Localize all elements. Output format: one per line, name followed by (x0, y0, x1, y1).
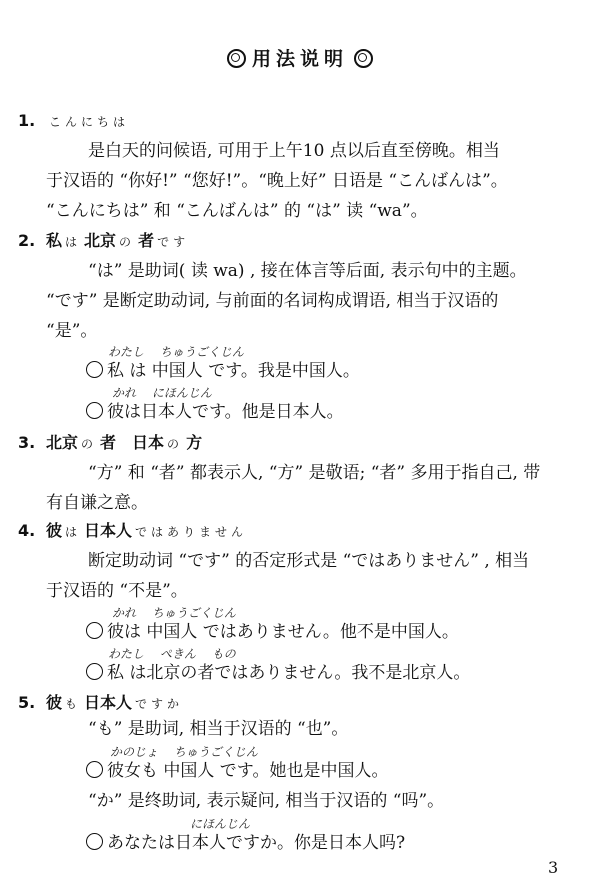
example-sentence: 私 は 中国人 です。我是中国人。 (86, 360, 360, 382)
circle-bullet-icon (86, 663, 103, 680)
section-2-heading: 2. 私 は 北京 の 者 です (18, 231, 190, 250)
section-5-heading: 5. 彼 も 日本人 ですか (18, 693, 184, 712)
circle-bullet-icon (86, 833, 103, 850)
circle-bullet-icon (86, 761, 103, 778)
section-number: 1. (18, 111, 36, 130)
circle-bullet-icon (86, 361, 103, 378)
page-number: 3 (548, 858, 559, 877)
example-sentence: 私 は北京の者ではありません。我不是北京人。 (86, 662, 470, 684)
example-sentence: 彼女も 中国人 です。她也是中国人。 (86, 760, 388, 782)
furigana: かれ ちゅうごくじん (112, 606, 236, 620)
example-sentence: 彼は 中国人 ではありません。他不是中国人。 (86, 621, 459, 643)
section-3-line-1: “方” 和 “者” 都表示人, “方” 是敬语; “者” 多用于指自己, 带 (88, 463, 541, 483)
section-number: 2. (18, 231, 36, 250)
circle-bullet-icon (86, 402, 103, 419)
double-circle-icon (227, 49, 246, 68)
furigana: にほんじん (190, 817, 251, 831)
furigana: かのじょ ちゅうごくじん (110, 745, 258, 759)
page-title: 用法说明 (0, 44, 600, 71)
furigana: かれ にほんじん (112, 386, 212, 400)
section-number: 4. (18, 521, 36, 540)
section-1-line-2: 于汉语的 “你好!” “您好!”。“晚上好” 日语是 “こんばんは”。 (46, 171, 508, 191)
section-3-line-2: 有自谦之意。 (46, 493, 148, 513)
section-1-line-1: 是白天的问候语, 可用于上午10 点以后直至傍晚。相当 (88, 141, 500, 161)
section-number: 5. (18, 693, 36, 712)
section-4-line-1: 断定助动词 “です” 的否定形式是 “ではありません” , 相当 (88, 551, 530, 571)
section-3-heading: 3. 北京 の 者 日本 の 方 (18, 433, 203, 452)
heading-kana: こんにちは (49, 115, 130, 129)
section-5-line-1: “も” 是助词, 相当于汉语的 “也”。 (88, 719, 349, 739)
section-1-line-3: “こんにちは” 和 “こんばんは” 的 “は” 读 “wa”。 (46, 201, 428, 221)
double-circle-icon (354, 49, 373, 68)
example-sentence: あなたは日本人ですか。你是日本人吗? (86, 832, 405, 854)
section-5-line-2: “か” 是终助词, 表示疑问, 相当于汉语的 “吗”。 (88, 791, 445, 811)
furigana: わたし ちゅうごくじん (108, 345, 244, 359)
section-number: 3. (18, 433, 36, 452)
section-2-line-1: “は” 是助词( 读 wa) , 接在体言等后面, 表示句中的主题。 (88, 261, 527, 281)
section-1-heading (18, 110, 132, 133)
section-2-line-3: “是”。 (46, 321, 98, 341)
example-sentence: 彼は日本人です。他是日本人。 (86, 401, 344, 423)
section-4-heading: 4. 彼 は 日本人 ではありません (18, 521, 248, 540)
furigana: わたし ぺきん もの (108, 647, 236, 661)
section-4-line-2: 于汉语的 “不是”。 (46, 581, 188, 601)
section-2-line-2: “です” 是断定助动词, 与前面的名词构成谓语, 相当于汉语的 (46, 291, 499, 311)
circle-bullet-icon (86, 622, 103, 639)
